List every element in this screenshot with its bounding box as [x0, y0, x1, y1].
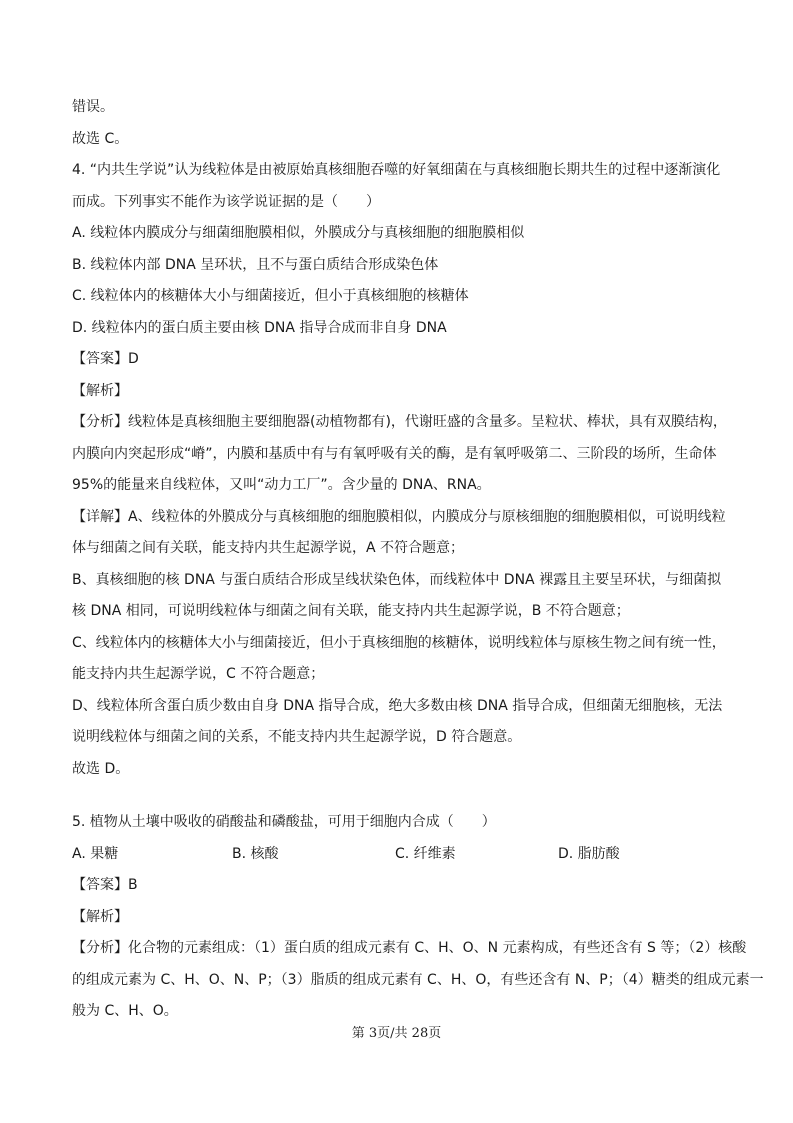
explanation-line: 【分析】化合物的元素组成：（1）蛋白质的组成元素有 C、H、O、N 元素构成，有些还含有 S 等；（2）核酸 — [72, 940, 747, 956]
analysis-label: 【解析】 — [72, 908, 128, 925]
option-c: C. 线粒体内的核糖体大小与细菌接近，但小于真核细胞的核糖体 — [72, 288, 469, 304]
explanation-line: 【分析】线粒体是真核细胞主要细胞器(动植物都有)，代谢旺盛的含量多。呈粒状、棒状，具有双膜结构， — [72, 414, 727, 430]
analysis-label: 【解析】 — [72, 382, 128, 399]
explanation-line: B、真核细胞的核 DNA 与蛋白质结合形成呈线状染色体，而线粒体中 DNA 裸露且主要呈环状，与细菌拟 — [72, 571, 722, 588]
option-b: B. 线粒体内部 DNA 呈环状，且不与蛋白质结合形成染色体 — [72, 256, 439, 273]
explanation-line: 般为 C、H、O。 — [72, 1003, 178, 1019]
explanation-line: D、线粒体所含蛋白质少数由自身 DNA 指导合成，绝大多数由核 DNA 指导合成，但细菌无细胞核，无法 — [72, 697, 723, 714]
explanation-line: 说明线粒体与细菌之间的关系，不能支持内共生起源学说，D 符合题意。 — [72, 729, 522, 745]
option-d: D. 线粒体内的蛋白质主要由核 DNA 指导合成而非自身 DNA — [72, 319, 447, 336]
section-gap — [72, 785, 732, 807]
option-a: A. 线粒体内膜成分与细菌细胞膜相似，外膜成分与真核细胞的细胞膜相似 — [72, 225, 525, 241]
explanation-line: 故选 D。 — [72, 760, 130, 777]
question-stem: 而成。下列事实不能作为该学说证据的是（ ） — [72, 193, 380, 210]
explanation-line: 【详解】A、线粒体的外膜成分与真核细胞的细胞膜相似，内膜成分与原核细胞的细胞膜相似，可说明线粒 — [72, 508, 726, 525]
option-b: B. 核酸 — [232, 845, 279, 862]
page-number-footer: 第 3页/共 28页 — [351, 1026, 442, 1041]
option-d: D. 脂肪酸 — [558, 845, 620, 862]
explanation-line: 体与细菌之间有关联，能支持内共生起源学说，A 不符合题意； — [72, 540, 465, 556]
question-stem: 5. 植物从土壤中吸收的硝酸盐和磷酸盐，可用于细胞内合成（ ） — [72, 814, 496, 830]
explanation-line: 的组成元素为 C、H、O、N、P；（3）脂质的组成元素有 C、H、O，有些还含有 N、P；（4）糖类的组成元素一 — [72, 971, 764, 988]
text-line: 故选 C。 — [72, 130, 129, 147]
question-4 — [72, 155, 732, 785]
option-a: A. 果糖 — [72, 845, 119, 862]
page-content — [72, 92, 764, 1028]
explanation-line: 核 DNA 相同，可说明线粒体与细菌之间有关联，能支持内共生起源学说，B 不符合题意； — [72, 603, 630, 619]
options-row — [72, 839, 732, 871]
answer-label: 【答案】D — [72, 351, 139, 367]
explanation-line: 能支持内共生起源学说，C 不符合题意； — [72, 666, 325, 682]
explanation-line: 内膜向内突起形成“嵴”，内膜和基质中有与有氧呼吸有关的酶，是有氧呼吸第二、三阶段的场所，生命体 — [72, 445, 717, 462]
question-5 — [72, 807, 764, 1028]
text-line: 错误。 — [72, 99, 114, 115]
question-stem: 4. “内共生学说”认为线粒体是由被原始真核细胞吞噬的好氧细菌在与真核细胞长期共生的过程中逐渐演化 — [72, 162, 721, 178]
answer-label: 【答案】B — [72, 877, 138, 893]
option-c: C. 纤维素 — [395, 845, 456, 862]
explanation-line: 95%的能量来自线粒体，又叫“动力工厂”。含少量的 DNA、RNA。 — [72, 477, 491, 493]
explanation-line: C、线粒体内的核糖体大小与细菌接近，但小于真核细胞的核糖体，说明线粒体与原核生物之间有统一性， — [72, 634, 726, 651]
